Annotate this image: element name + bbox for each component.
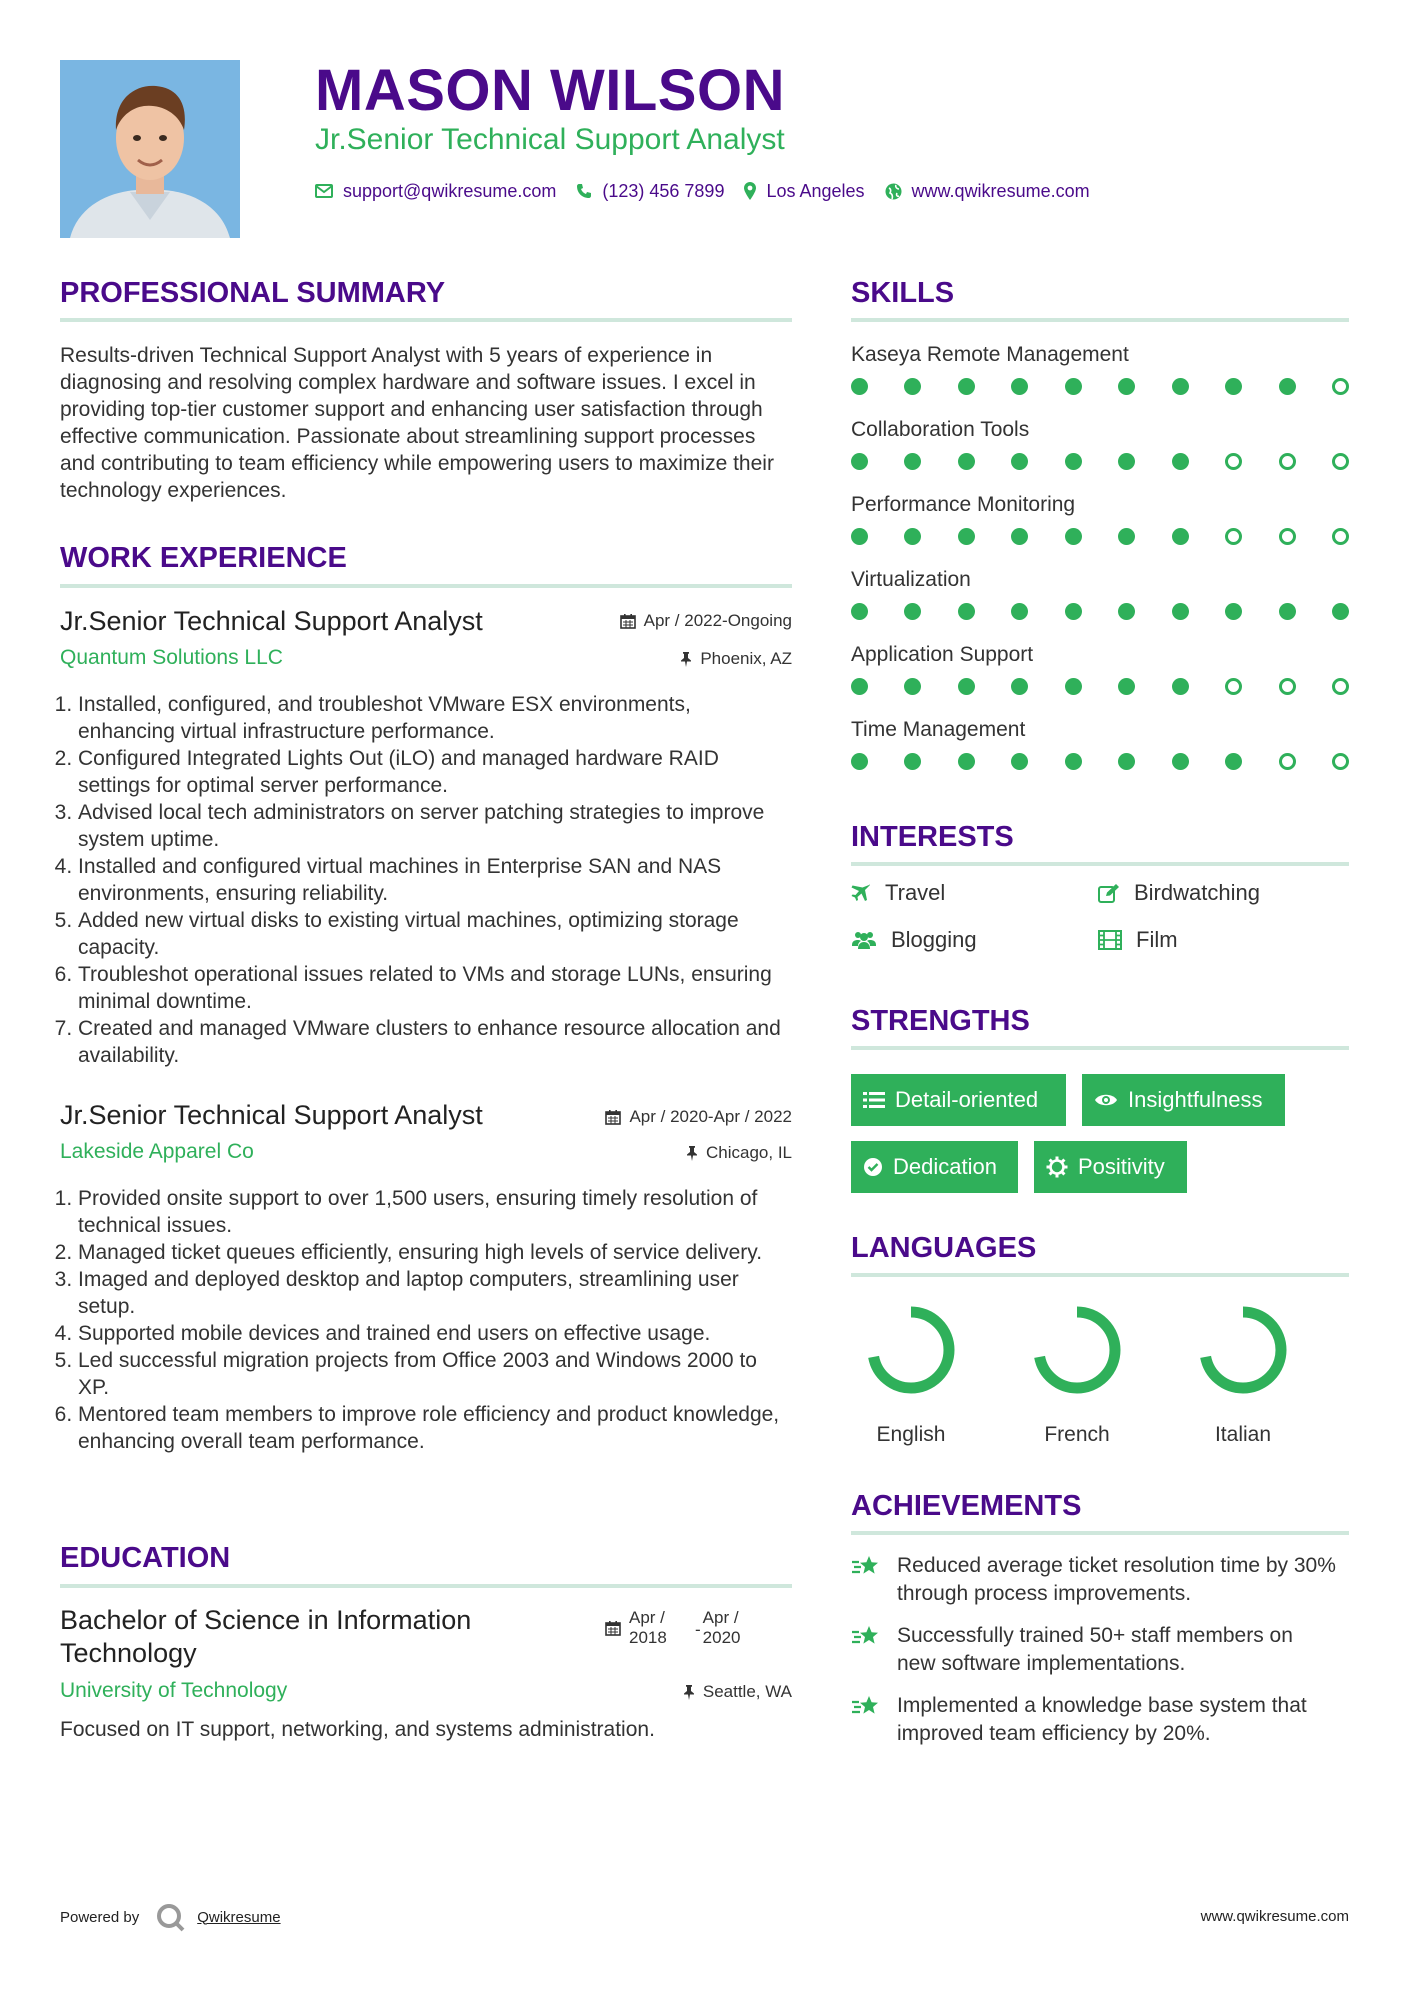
rating-dot-filled	[1011, 753, 1028, 770]
rating-dot-filled	[904, 603, 921, 620]
start-year: 2018	[629, 1628, 667, 1647]
film-icon	[1098, 930, 1122, 950]
interest-film	[1098, 927, 1178, 953]
bullet-item: 4. Supported mobile devices and trained end users on effective usage.	[78, 1320, 792, 1347]
rating-dot-filled	[1011, 528, 1028, 545]
education-heading: EDUCATION	[60, 1542, 231, 1574]
rating-dot-filled	[1011, 453, 1028, 470]
language-item	[1025, 1302, 1129, 1447]
candidate-name: MASON WILSON	[315, 58, 785, 123]
rating-dot-filled	[904, 453, 921, 470]
skills-heading: SKILLS	[851, 277, 955, 309]
job-company: Quantum Solutions LLC	[60, 646, 283, 669]
strengths-divider	[851, 1046, 1349, 1050]
globe-icon	[885, 183, 902, 200]
experience-divider	[60, 584, 792, 588]
rating-dot-filled	[851, 678, 868, 695]
skills-list	[851, 342, 1349, 792]
rating-dot-filled	[1279, 603, 1296, 620]
skill-rating	[851, 603, 1349, 621]
skill-item	[851, 342, 1349, 417]
rating-dot-filled	[1065, 378, 1082, 395]
achievements-divider	[851, 1531, 1349, 1535]
calendar-icon	[605, 1109, 621, 1125]
rating-dot-filled	[851, 528, 868, 545]
footer-powered-by	[60, 1902, 281, 1932]
language-ring	[863, 1302, 959, 1398]
job-bullets	[60, 691, 792, 1069]
bullet-item: 1. Installed, configured, and troubleshot VMware ESX environments, enhancing virtual infrastructure performance.	[78, 691, 792, 745]
language-level-arc	[1039, 1312, 1115, 1388]
rating-dot-empty	[1225, 678, 1242, 695]
rating-dot-filled	[1225, 378, 1242, 395]
achievement-text: Successfully trained 50+ staff members on new software implementations.	[897, 1624, 1293, 1675]
job-location-text: Chicago, IL	[706, 1143, 792, 1162]
candidate-title: Jr.Senior Technical Support Analyst	[315, 123, 785, 156]
interest-label: Blogging	[891, 927, 977, 952]
skills-divider	[851, 318, 1349, 322]
rating-dot-filled	[1011, 678, 1028, 695]
envelope-icon	[315, 184, 333, 198]
languages-list	[859, 1302, 1295, 1447]
rating-dot-filled	[1011, 378, 1028, 395]
skill-name: Kaseya Remote Management	[851, 343, 1129, 366]
rating-dot-filled	[958, 678, 975, 695]
rating-dot-filled	[1118, 528, 1135, 545]
rating-dot-filled	[1172, 678, 1189, 695]
map-pin-icon	[744, 182, 756, 200]
rating-dot-empty	[1332, 453, 1349, 470]
shooting-star-icon	[851, 1624, 881, 1650]
rating-dot-filled	[1172, 528, 1189, 545]
job-date-text: Apr / 2020-Apr / 2022	[629, 1107, 792, 1126]
education-description: Focused on IT support, networking, and systems administration.	[60, 1718, 655, 1741]
phone-text: (123) 456 7899	[602, 180, 725, 201]
interests-heading: INTERESTS	[851, 821, 1014, 853]
rating-dot-empty	[1225, 453, 1242, 470]
skill-name: Application Support	[851, 643, 1034, 666]
skill-rating	[851, 528, 1349, 546]
achievement-text: Reduced average ticket resolution time by 30% through process improvements.	[897, 1554, 1336, 1605]
job-entry-2	[60, 1099, 792, 1455]
strength-label: Insightfulness	[1128, 1087, 1263, 1112]
rating-dot-filled	[958, 453, 975, 470]
rating-dot-filled	[904, 678, 921, 695]
shooting-star-icon	[851, 1694, 881, 1720]
strength-label: Dedication	[893, 1154, 997, 1179]
rating-dot-filled	[1011, 603, 1028, 620]
bullet-item: 3. Advised local tech administrators on server patching strategies to improve system uptime.	[78, 799, 792, 853]
achievements-list	[851, 1552, 1349, 1762]
interest-label: Travel	[885, 880, 946, 905]
rating-dot-filled	[904, 378, 921, 395]
contact-bar	[315, 176, 1110, 206]
rating-dot-empty	[1332, 753, 1349, 770]
language-ring	[1195, 1302, 1291, 1398]
languages-heading: LANGUAGES	[851, 1232, 1037, 1264]
job-company: Lakeside Apparel Co	[60, 1140, 254, 1163]
summary-text: Results-driven Technical Support Analyst with 5 years of experience in diagnosing and resolving complex hardware and software issues. I excel in providing top-tier customer support and enhancing user satisfaction through effective communication. Passionate about streamlining support processes and contributing to team efficiency while empowering users to maximize their technology experiences.	[60, 344, 774, 502]
achievements-heading: ACHIEVEMENTS	[851, 1490, 1082, 1522]
rating-dot-filled	[1118, 678, 1135, 695]
rating-dot-filled	[1172, 603, 1189, 620]
education-entry	[60, 1604, 792, 1744]
languages-divider	[851, 1273, 1349, 1277]
strengths-heading: STRENGTHS	[851, 1005, 1030, 1037]
skill-rating	[851, 378, 1349, 396]
rating-dot-filled	[1172, 753, 1189, 770]
strength-label: Positivity	[1078, 1154, 1165, 1179]
rating-dot-filled	[904, 528, 921, 545]
calendar-icon	[605, 1620, 621, 1636]
job-date	[620, 611, 792, 631]
check-circle-icon	[863, 1157, 883, 1177]
rating-dot-filled	[1225, 603, 1242, 620]
bullet-item: 6. Mentored team members to improve role efficiency and product knowledge, enhancing overall team performance.	[78, 1401, 792, 1455]
website-text: www.qwikresume.com	[911, 180, 1090, 201]
rating-dot-filled	[1332, 603, 1349, 620]
gear-icon	[1046, 1156, 1068, 1178]
strength-tag-dedication	[851, 1141, 1018, 1193]
end-prefix: -	[695, 1620, 701, 1639]
job-bullets	[60, 1185, 792, 1455]
summary-heading: PROFESSIONAL SUMMARY	[60, 277, 446, 309]
rating-dot-empty	[1279, 753, 1296, 770]
skill-rating	[851, 753, 1349, 771]
interest-label: Film	[1136, 927, 1178, 952]
language-item	[1191, 1302, 1295, 1447]
language-level-arc	[873, 1312, 949, 1388]
bullet-item: 5. Added new virtual disks to existing virtual machines, optimizing storage capacity.	[78, 907, 792, 961]
education-date	[605, 1608, 741, 1648]
rating-dot-filled	[958, 603, 975, 620]
language-name: French	[1044, 1423, 1110, 1446]
rating-dot-filled	[1118, 603, 1135, 620]
shooting-star-icon	[851, 1554, 881, 1580]
rating-dot-filled	[851, 753, 868, 770]
skill-name: Collaboration Tools	[851, 418, 1030, 441]
summary-divider	[60, 318, 792, 322]
start-month: Apr /	[629, 1608, 665, 1627]
users-icon	[851, 930, 877, 950]
end-year: 2020	[702, 1628, 741, 1647]
rating-dot-filled	[851, 378, 868, 395]
job-date-text: Apr / 2022-Ongoing	[643, 611, 792, 630]
calendar-icon	[620, 613, 636, 629]
rating-dot-filled	[1225, 753, 1242, 770]
rating-dot-empty	[1332, 378, 1349, 395]
skill-item	[851, 567, 1349, 642]
contact-email[interactable]	[315, 181, 556, 202]
rating-dot-filled	[904, 753, 921, 770]
achievement-item	[851, 1692, 1349, 1748]
rating-dot-filled	[1065, 678, 1082, 695]
strength-tag-detail-oriented	[851, 1074, 1066, 1126]
experience-heading: WORK EXPERIENCE	[60, 542, 347, 574]
footer-site[interactable]: www.qwikresume.com	[1200, 1908, 1349, 1925]
school: University of Technology	[60, 1679, 288, 1702]
rating-dot-filled	[1065, 603, 1082, 620]
bullet-item: 3. Imaged and deployed desktop and laptop computers, streamlining user setup.	[78, 1266, 792, 1320]
bullet-item: 7. Created and managed VMware clusters to enhance resource allocation and availability.	[78, 1015, 792, 1069]
job-location	[686, 1143, 792, 1163]
skill-rating	[851, 453, 1349, 471]
strength-tag-insightfulness	[1082, 1074, 1285, 1126]
rating-dot-empty	[1225, 528, 1242, 545]
job-title: Jr.Senior Technical Support Analyst	[60, 606, 483, 636]
list-icon	[863, 1091, 885, 1109]
skill-rating	[851, 678, 1349, 696]
job-entry-1	[60, 605, 792, 1069]
rating-dot-empty	[1279, 453, 1296, 470]
contact-location	[744, 181, 864, 202]
rating-dot-empty	[1332, 528, 1349, 545]
pushpin-icon	[686, 1145, 698, 1161]
degree: Bachelor of Science in Information Technology	[60, 1605, 472, 1668]
achievement-item	[851, 1622, 1349, 1678]
rating-dot-filled	[1118, 753, 1135, 770]
job-location-text: Phoenix, AZ	[700, 649, 792, 668]
contact-website[interactable]	[885, 181, 1090, 202]
end-month: Apr /	[702, 1608, 739, 1627]
interest-travel	[851, 880, 945, 906]
job-title: Jr.Senior Technical Support Analyst	[60, 1100, 483, 1130]
rating-dot-filled	[851, 453, 868, 470]
pushpin-icon	[683, 1684, 695, 1700]
rating-dot-filled	[1065, 453, 1082, 470]
language-item	[859, 1302, 963, 1447]
bullet-item: 2. Configured Integrated Lights Out (iLO) and managed hardware RAID settings for optimal server performance.	[78, 745, 792, 799]
email-text: support@qwikresume.com	[343, 180, 557, 201]
bullet-item: 4. Installed and configured virtual machines in Enterprise SAN and NAS environments, ensuring reliability.	[78, 853, 792, 907]
skill-item	[851, 717, 1349, 792]
education-location-text: Seattle, WA	[702, 1682, 792, 1701]
strength-tag-positivity	[1034, 1141, 1187, 1193]
job-date	[605, 1107, 792, 1127]
rating-dot-filled	[1172, 378, 1189, 395]
rating-dot-filled	[1172, 453, 1189, 470]
pushpin-icon	[680, 651, 692, 667]
skill-name: Performance Monitoring	[851, 493, 1076, 516]
achievement-text: Implemented a knowledge base system that improved team efficiency by 20%.	[897, 1694, 1307, 1745]
interest-blogging	[851, 927, 977, 953]
job-location	[680, 649, 792, 669]
language-level-arc	[1205, 1312, 1281, 1388]
location-text: Los Angeles	[766, 180, 865, 201]
achievement-item	[851, 1552, 1349, 1608]
bullet-item: 5. Led successful migration projects from Office 2003 and Windows 2000 to XP.	[78, 1347, 792, 1401]
skill-item	[851, 642, 1349, 717]
contact-phone[interactable]	[576, 181, 724, 202]
eye-icon	[1094, 1092, 1118, 1108]
language-ring	[1029, 1302, 1125, 1398]
interests-divider	[851, 862, 1349, 866]
rating-dot-filled	[1065, 528, 1082, 545]
skill-item	[851, 492, 1349, 567]
rating-dot-filled	[958, 378, 975, 395]
powered-by-text: Powered by	[60, 1908, 140, 1926]
rating-dot-filled	[958, 528, 975, 545]
brand-link[interactable]: Qwikresume	[197, 1908, 281, 1926]
profile-photo	[60, 60, 240, 238]
interest-birdwatching	[1098, 880, 1260, 906]
bullet-item: 6. Troubleshot operational issues related to VMs and storage LUNs, ensuring minimal downtime.	[78, 961, 792, 1015]
skill-item	[851, 417, 1349, 492]
rating-dot-filled	[1118, 453, 1135, 470]
rating-dot-filled	[1279, 378, 1296, 395]
rating-dot-empty	[1279, 678, 1296, 695]
skill-name: Virtualization	[851, 568, 971, 591]
plane-icon	[851, 883, 871, 903]
bullet-item: 1. Provided onsite support to over 1,500 users, ensuring timely resolution of technical issues.	[78, 1185, 792, 1239]
rating-dot-empty	[1279, 528, 1296, 545]
skill-name: Time Management	[851, 718, 1026, 741]
rating-dot-filled	[1118, 378, 1135, 395]
rating-dot-filled	[1065, 753, 1082, 770]
language-name: English	[876, 1423, 946, 1446]
education-divider	[60, 1584, 792, 1588]
rating-dot-empty	[1332, 678, 1349, 695]
bullet-item: 2. Managed ticket queues efficiently, ensuring high levels of service delivery.	[78, 1239, 792, 1266]
education-location	[683, 1682, 792, 1702]
strength-label: Detail-oriented	[895, 1087, 1039, 1112]
phone-icon	[576, 183, 592, 199]
rating-dot-filled	[851, 603, 868, 620]
language-name: Italian	[1214, 1423, 1272, 1446]
rating-dot-filled	[958, 753, 975, 770]
qwikresume-logo-icon	[155, 1902, 185, 1932]
interest-label: Birdwatching	[1134, 880, 1260, 905]
edit-icon	[1098, 883, 1120, 903]
